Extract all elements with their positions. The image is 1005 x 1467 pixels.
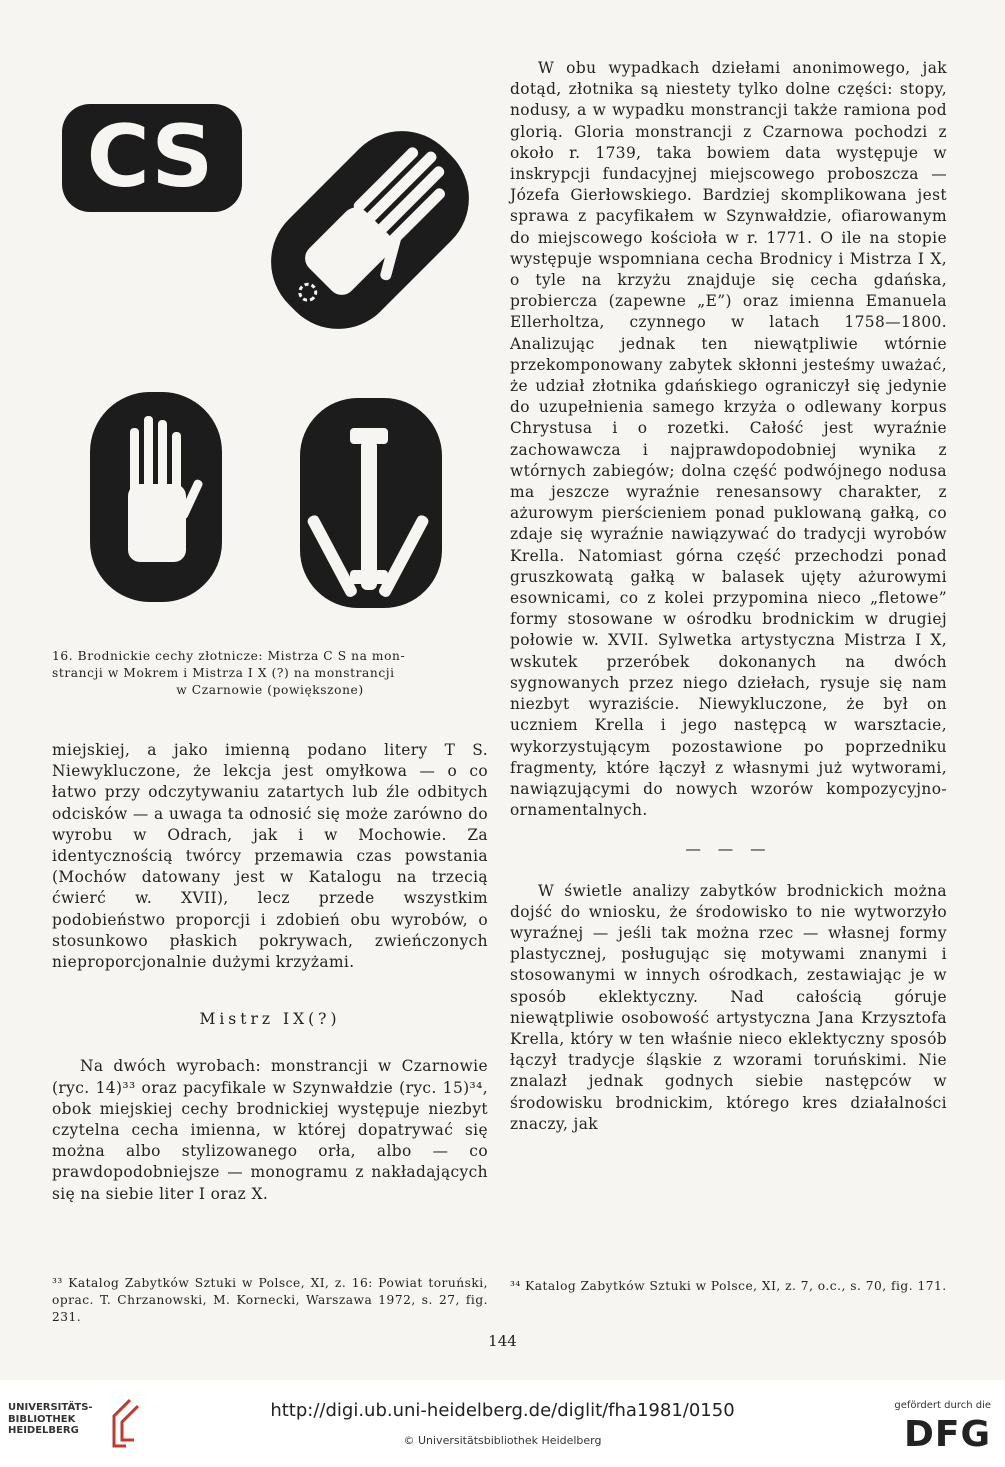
funding-note: gefördert durch die	[894, 1400, 991, 1411]
stamp-hand-tilted	[246, 106, 480, 353]
left-paragraph-2: Na dwóch wyrobach: monstrancji w Czarnowie (ryc. 14)³³ oraz pacyfikale w Szynwałdzie (ryc. 15)³⁴, obok miejskiej cechy brodnickiej występuje niezbyt czytelna cecha imienna, w której dopatrywać się można albo stylizowanego orła, albo — co prawdopodobniejsze — monogramu z nakładających się na siebie liter I oraz X.	[52, 1057, 488, 1203]
right-paragraph-1: W obu wypadkach dziełami anonimowego, jak dotąd, złotnika są niestety tylko dolne części: stopy, nodusy, a w wypadku monstrancji także ramiona pod glorią. Gloria monstrancji z Czarnowa pochodzi z około r. 1739, taka bowiem data występuje w inskrypcji fundacyjnej miejscowego proboszcza — Józefa Gierłowskiego. Bardziej skomplikowana jest sprawa z pacyfikałem w Szynwałdzie, ofiarowanym do miejscowego kościoła w r. 1771. O ile na stopie występuje wspomniana cecha Brodnicy i Mistrza I X, o tyle na krzyżu znajduje się cecha gdańska, probiercza (zapewne „E”) oraz imienna Emanuela Ellerholtza, czynnego w latach 1758—1800. Analizując jednak ten niewątpliwie wtórnie przekomponowany zabytek skłonni jesteśmy uważać, że udział złotnika gdańskiego ograniczył się jedynie do uzupełnienia samego krzyża o odlewany korpus Chrystusa i o rozetki. Całość jest wyraźnie zachowawcza i najprawdopodobniej wynika z wtórnych zabiegów; dolna część podwójnego nodusa ma jeszcze wyraźnie renesansowy charakter, z ażurowym pierścieniem ponad puklowaną gałką, co zdaje się wyraźnie nawiązywać do tradycji wyrobów Krella. Natomiast górna część przechodzi ponad gruszkowatą gałką w balasek ujęty ażurowymi esownicami, co z kolei przypomina nieco „fletowe” formy stosowane w ośrodku brodnickim w drugiej połowie w. XVII. Sylwetka artystyczna Mistrza I X, wskutek przeróbek dokonanych na dwóch sygnowanych przez niego dziełach, rysuje się nam niezbyt wyraziście. Niewykluczone, że był on uczniem Krella i jego następcą w warsztacie, wykorzystującym pozostawione po poprzedniku fragmenty, które łączył z własnymi już wytworami, nawiązującymi do nowych wzorów kompozycyjno-ornamentalnych.	[510, 59, 947, 820]
stamp-cs-label: CS	[86, 107, 214, 207]
footnote-33	[52, 1275, 488, 1326]
figure-caption	[52, 648, 488, 699]
library-line: UNIVERSITÄTS-	[8, 1402, 93, 1413]
right-paragraph-2: W świetle analizy zabytków brodnickich można dojść do wniosku, że środowisko to nie wytworzyło wyraźnej — jeśli tak można rzec — własnej formy plastycznej, posługując się motywami znanymi i stosowanymi w innych ośrodkach, zestawiając je w sposób eklektyczny. Nad całością góruje niewątpliwie osobowość artystyczna Jana Krzysztofa Krella, który w ten właśnie nieco eklektyczny sposób łączył tradycje śląskie z wzorami toruńskimi. Nie znalazł jednak godnych siebie następców w środowisku brodnickim, którego kres działalności znaczy, jak	[510, 881, 947, 1133]
library-line: HEIDELBERG	[8, 1425, 79, 1436]
footnote-34	[510, 1278, 947, 1295]
caption-line: w Czarnowie (powiększone)	[176, 683, 364, 697]
section-separator: — — —	[685, 840, 772, 859]
stamp-cs	[62, 104, 242, 212]
caption-line: strancji w Mokrem i Mistrza I X (?) na monstrancji	[52, 666, 395, 680]
section-heading: Mistrz IX(?)	[199, 1010, 341, 1029]
viewer-footer	[0, 1380, 1005, 1467]
hallmark-figures	[50, 80, 480, 620]
footnote-34-text: ³⁴ Katalog Zabytków Sztuki w Polsce, XI, z. 7, o.c., s. 70, fig. 171.	[510, 1279, 947, 1293]
page-number: 144	[488, 1332, 517, 1350]
permalink-url[interactable]: http://digi.ub.uni-heidelberg.de/diglit/fha1981/0150	[270, 1400, 735, 1421]
caption-line: 16. Brodnickie cechy złotnicze: Mistrza C S na mon-	[52, 649, 406, 663]
right-column	[510, 58, 947, 1135]
library-line: BIBLIOTHEK	[8, 1413, 76, 1425]
copyright-notice: © Universitätsbibliothek Heidelberg	[403, 1434, 602, 1447]
stamp-hand	[90, 392, 222, 602]
dfg-logo[interactable]: DFG	[903, 1414, 991, 1455]
footnote-33-text: ³³ Katalog Zabytków Sztuki w Polsce, XI, z. 16: Powiat toruński, oprac. T. Chrzanowski, M. Kornecki, Warszawa 1972, s. 27, fig. 231.	[52, 1276, 488, 1324]
left-paragraph-1: miejskiej, a jako imienną podano litery T S. Niewykluczone, że lekcja jest omyłkowa — o co łatwo przy odczytywaniu zatartych lub źle odbitych odcisków — a uwaga ta odnosić się może zarówno do wyrobu w Odrach, jak i w Mochowie. Za identycznością twórcy przemawia czas powstania (Mochów datowany jest w Katalogu na trzecią ćwierć w. XVII), lecz przede wszystkim podobieństwo proporcji i zdobień obu wyrobów, o stosunkowo płaskich pokrywach, zwieńczonych nieproporcjonalnie dużymi krzyżami.	[52, 741, 488, 972]
stamp-ix-monogram	[300, 398, 442, 608]
left-column	[52, 740, 488, 1205]
